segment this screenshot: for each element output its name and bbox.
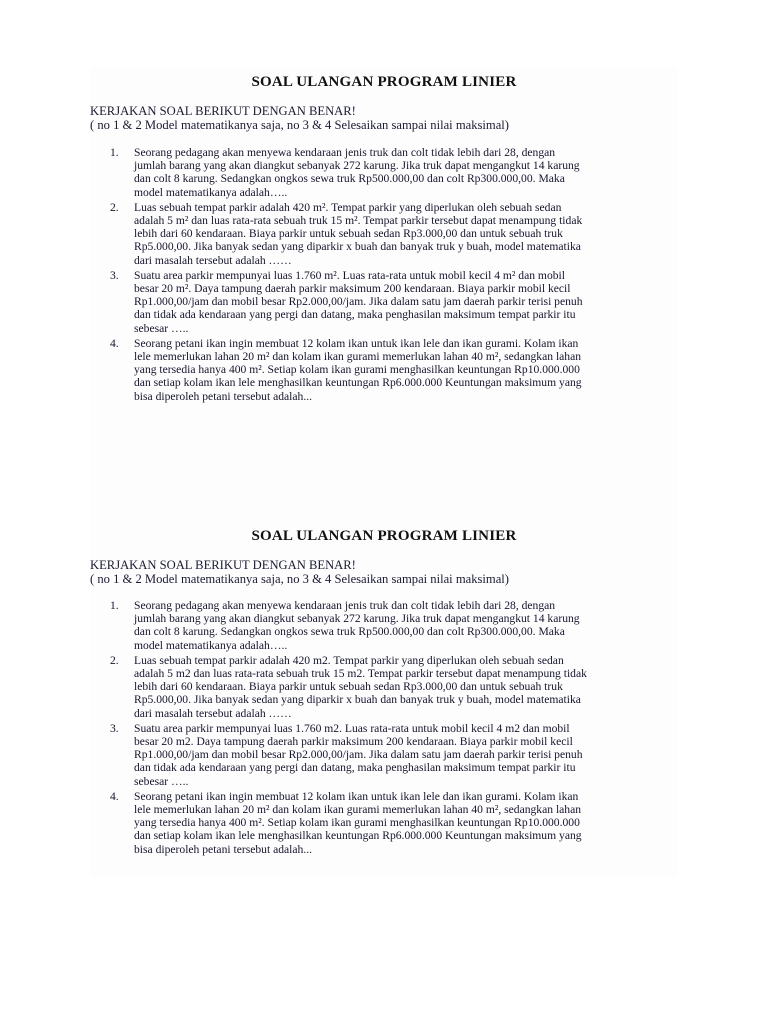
- question-number: 3.: [110, 721, 119, 735]
- question-item: [90, 269, 678, 335]
- question-line: Suatu area parkir mempunyai luas 1.760 m². Luas rata-rata untuk mobil kecil 4 m² dan mobil: [134, 268, 565, 282]
- question-line: Rp1.000,00/jam dan mobil besar Rp2.000,00/jam. Jika dalam satu jam daerah parkir terisi penuh: [134, 295, 583, 309]
- question-line: Rp5.000,00. Jika banyak sedan yang diparkir x buah dan banyak truk y buah, model matematika: [134, 693, 581, 707]
- question-item: [90, 146, 678, 199]
- question-line: dari masalah tersebut adalah ……: [134, 706, 292, 720]
- question-item: [90, 201, 678, 267]
- question-line: besar 20 m². Daya tampung daerah parkir maksimum 200 kendaraan. Biaya parkir mobil kecil: [134, 282, 571, 296]
- question-line: besar 20 m2. Daya tampung daerah parkir maksimum 200 kendaraan. Biaya parkir mobil kecil: [134, 735, 573, 749]
- question-line: lebih dari 60 kendaraan. Biaya parkir untuk sebuah sedan Rp3.000,00 dan untuk sebuah truk: [134, 227, 563, 241]
- question-line: jumlah barang yang akan diangkut sebanyak 272 karung. Jika truk dapat mengangkut 14 karung: [134, 612, 580, 626]
- question-line: Suatu area parkir mempunyai luas 1.760 m2. Luas rata-rata untuk mobil kecil 4 m2 dan mobil: [134, 721, 570, 735]
- question-line: model matematikanya adalah…..: [134, 185, 288, 199]
- question-line: Seorang petani ikan ingin membuat 12 kolam ikan untuk ikan lele dan ikan gurami. Kolam ikan: [134, 336, 579, 350]
- question-line: Seorang pedagang akan menyewa kendaraan jenis truk dan colt tidak lebih dari 28, dengan: [134, 599, 556, 612]
- question-line: dan colt 8 karung. Sedangkan ongkos sewa truk Rp500.000,00 dan colt Rp300.000,00. Maka: [134, 172, 565, 186]
- question-line: dan colt 8 karung. Sedangkan ongkos sewa truk Rp500.000,00 dan colt Rp300.000,00. Maka: [134, 625, 565, 639]
- question-line: dan setiap kolam ikan lele menghasilkan keuntungan Rp6.000.000 Keuntungan maksimum yang: [134, 829, 582, 843]
- question-line: Rp1.000,00/jam dan mobil besar Rp2.000,00/jam. Jika dalam satu jam daerah parkir terisi penuh: [134, 748, 583, 762]
- question-line: adalah 5 m2 dan luas rata-rata sebuah truk 15 m2. Tempat parkir tersebut dapat menampung tidak: [134, 667, 587, 681]
- question-line: Seorang petani ikan ingin membuat 12 kolam ikan untuk ikan lele dan ikan gurami. Kolam ikan: [134, 789, 579, 803]
- question-line: dan tidak ada kendaraan yang pergi dan datang, maka penghasilan maksimum tempat parkir itu: [134, 761, 576, 775]
- question-line: jumlah barang yang akan diangkut sebanyak 272 karung. Jika truk dapat mengangkut 14 karung: [134, 159, 580, 173]
- question-line: dari masalah tersebut adalah ……: [134, 253, 292, 267]
- instruction-note: ( no 1 & 2 Model matematikanya saja, no 3 & 4 Selesaikan sampai nilai maksimal): [90, 118, 509, 132]
- question-line: Luas sebuah tempat parkir adalah 420 m2. Tempat parkir yang diperlukan oleh sebuah sedan: [134, 653, 564, 667]
- question-line: Rp5.000,00. Jika banyak sedan yang diparkir x buah dan banyak truk y buah, model matematika: [134, 240, 581, 254]
- instruction-text: KERJAKAN SOAL BERIKUT DENGAN BENAR!: [90, 104, 356, 118]
- question-line: yang tersedia hanya 400 m². Setiap kolam ikan gurami menghasilkan keuntungan Rp10.000.000: [134, 363, 580, 377]
- question-line: lele memerlukan lahan 20 m² dan kolam ikan gurami memerlukan lahan 40 m², sedangkan lahan: [134, 350, 582, 364]
- instructions: [90, 558, 678, 586]
- exam-sheet-2: [90, 520, 678, 876]
- question-line: lebih dari 60 kendaraan. Biaya parkir untuk sebuah sedan Rp3.000,00 dan untuk sebuah truk: [134, 680, 563, 694]
- question-line: dan setiap kolam ikan lele menghasilkan keuntungan Rp6.000.000 Keuntungan maksimum yang: [134, 376, 582, 390]
- question-line: lele memerlukan lahan 20 m² dan kolam ikan gurami memerlukan lahan 40 m², sedangkan lahan: [134, 803, 582, 817]
- page-title: SOAL ULANGAN PROGRAM LINIER: [251, 528, 517, 544]
- question-item: [90, 337, 678, 403]
- question-list: [90, 146, 678, 403]
- question-line: sebesar …..: [134, 321, 189, 335]
- question-line: bisa diperoleh petani tersebut adalah...: [134, 842, 313, 856]
- question-line: adalah 5 m² dan luas rata-rata sebuah truk 15 m². Tempat parkir tersebut dapat menampung tidak: [134, 214, 583, 228]
- question-number: 4.: [110, 789, 119, 803]
- question-line: Seorang pedagang akan menyewa kendaraan jenis truk dan colt tidak lebih dari 28, dengan: [134, 146, 556, 159]
- instruction-note: ( no 1 & 2 Model matematikanya saja, no 3 & 4 Selesaikan sampai nilai maksimal): [90, 572, 509, 586]
- question-number: 1.: [110, 599, 119, 612]
- question-number: 2.: [110, 653, 119, 667]
- page-title: SOAL ULANGAN PROGRAM LINIER: [251, 74, 517, 90]
- question-line: Luas sebuah tempat parkir adalah 420 m². Tempat parkir yang diperlukan oleh sebuah sedan: [134, 200, 562, 214]
- question-item: [90, 722, 678, 788]
- question-number: 2.: [110, 200, 119, 214]
- instruction-text: KERJAKAN SOAL BERIKUT DENGAN BENAR!: [90, 558, 356, 572]
- question-item: [90, 790, 678, 856]
- question-line: model matematikanya adalah…..: [134, 638, 288, 652]
- question-line: dan tidak ada kendaraan yang pergi dan datang, maka penghasilan maksimum tempat parkir itu: [134, 308, 576, 322]
- question-list: [90, 599, 678, 856]
- question-number: 4.: [110, 336, 119, 350]
- question-line: yang tersedia hanya 400 m². Setiap kolam ikan gurami menghasilkan keuntungan Rp10.000.000: [134, 816, 580, 830]
- instructions: [90, 104, 678, 132]
- question-number: 3.: [110, 268, 119, 282]
- question-line: bisa diperoleh petani tersebut adalah...: [134, 389, 313, 403]
- question-item: [90, 654, 678, 720]
- exam-sheet-1: [90, 68, 678, 524]
- question-item: [90, 599, 678, 652]
- question-number: 1.: [110, 146, 119, 159]
- question-line: sebesar …..: [134, 774, 189, 788]
